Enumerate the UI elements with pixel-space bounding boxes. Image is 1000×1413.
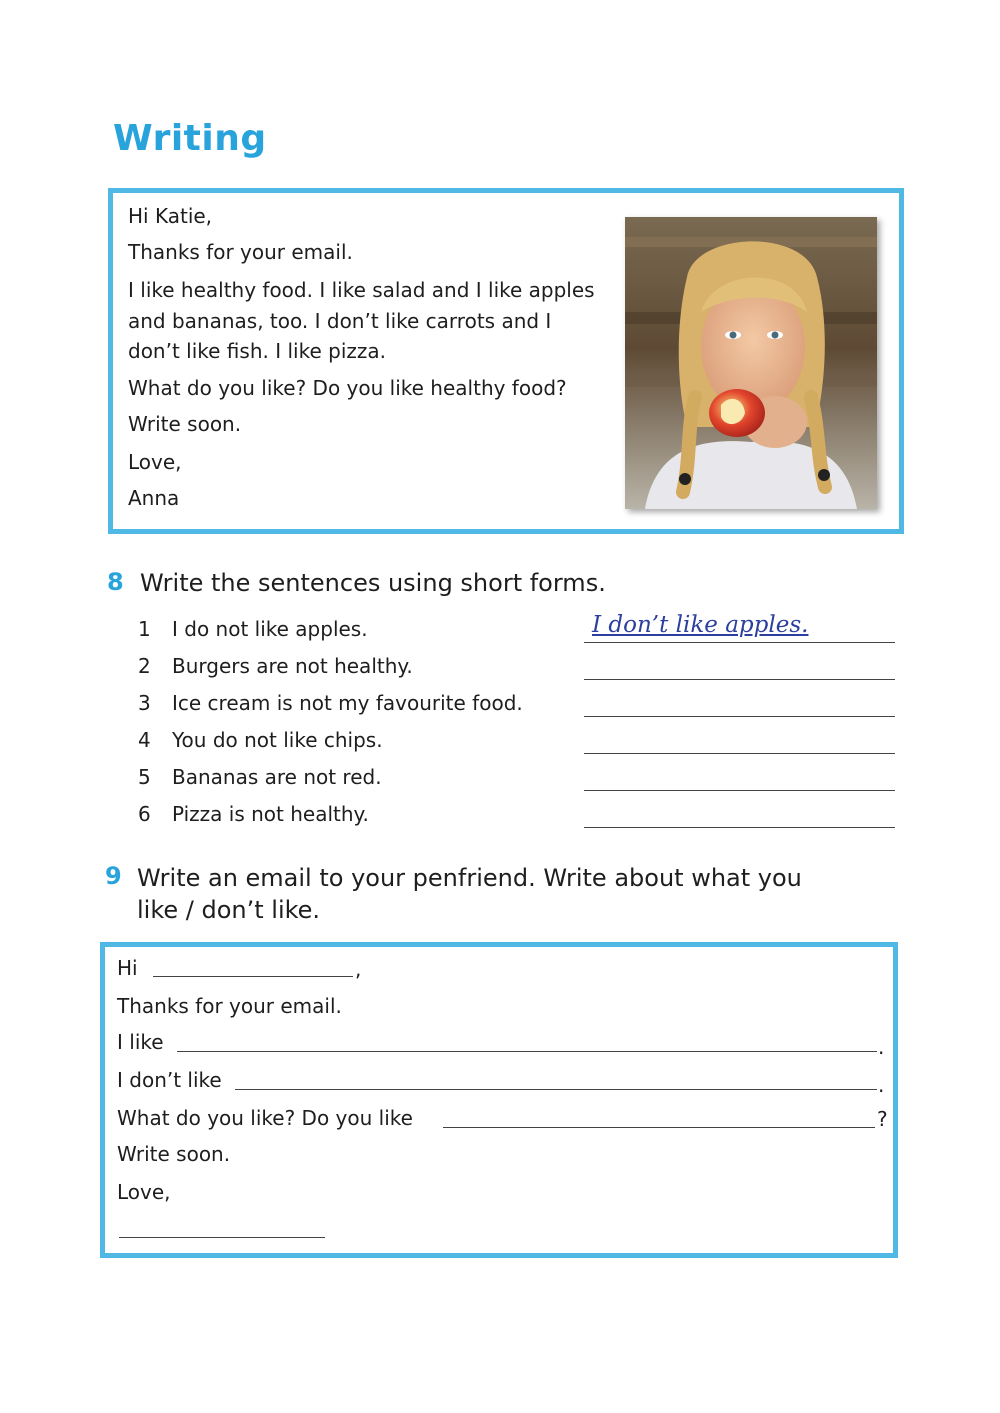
girl-eating-apple-photo	[625, 217, 877, 509]
email-dont-like-label: I don’t like	[117, 1068, 222, 1092]
exercise-8-item-number: 3	[138, 691, 151, 715]
exercise-8-item-text: I do not like apples.	[172, 617, 368, 641]
email-question-label: What do you like? Do you like	[117, 1106, 413, 1130]
letter-signature: Anna	[128, 486, 180, 510]
email-write-soon: Write soon.	[117, 1142, 231, 1166]
answer-line[interactable]	[584, 827, 895, 828]
answer-line[interactable]	[584, 716, 895, 717]
question-mark: ?	[877, 1107, 888, 1131]
exercise-8-item-text: You do not like chips.	[172, 728, 383, 752]
answer-line[interactable]	[584, 679, 895, 680]
exercise-8-item-text: Ice cream is not my favourite food.	[172, 691, 523, 715]
letter-line: and bananas, too. I don’t like carrots and I	[128, 309, 552, 333]
exercise-8-item-text: Pizza is not healthy.	[172, 802, 369, 826]
exercise-8-item-number: 2	[138, 654, 151, 678]
letter-line: What do you like? Do you like healthy food?	[128, 376, 567, 400]
exercise-8-item-text: Bananas are not red.	[172, 765, 382, 789]
exercise-8-number: 8	[107, 568, 124, 596]
email-template-box	[100, 942, 898, 1258]
exercise-9-instruction-cont: like / don’t like.	[137, 896, 321, 924]
exercise-8-instruction: Write the sentences using short forms.	[140, 569, 606, 597]
letter-greeting: Hi Katie,	[128, 204, 213, 228]
answer-line[interactable]	[584, 790, 895, 791]
letter-line: Thanks for your email.	[128, 240, 353, 264]
like-blank[interactable]	[177, 1051, 877, 1052]
exercise-8-item-number: 5	[138, 765, 151, 789]
letter-box	[108, 188, 904, 534]
letter-line: don’t like fish. I like pizza.	[128, 339, 386, 363]
like-period: .	[878, 1035, 885, 1059]
answer-line[interactable]	[584, 753, 895, 754]
exercise-8-item-text: Burgers are not healthy.	[172, 654, 413, 678]
letter-line: I like healthy food. I like salad and I like apples	[128, 278, 595, 302]
page-title: Writing	[113, 118, 267, 159]
greeting-comma: ,	[355, 957, 362, 981]
email-thanks-line: Thanks for your email.	[117, 994, 342, 1018]
exercise-9-instruction: Write an email to your penfriend. Write about what you	[137, 864, 802, 892]
signature-blank[interactable]	[119, 1237, 325, 1238]
letter-line: Write soon.	[128, 412, 242, 436]
email-love: Love,	[117, 1180, 171, 1204]
exercise-8-answer-1[interactable]: I don’t like apples.	[592, 612, 809, 638]
exercise-8-item-number: 1	[138, 617, 151, 641]
greeting-blank[interactable]	[153, 976, 353, 977]
exercise-9-number: 9	[105, 862, 122, 890]
email-greeting-label: Hi	[117, 956, 138, 980]
letter-line: Love,	[128, 450, 182, 474]
exercise-8-item-number: 6	[138, 802, 151, 826]
dont-like-period: .	[878, 1073, 885, 1097]
answer-line[interactable]	[584, 642, 895, 643]
question-blank[interactable]	[443, 1127, 875, 1128]
dont-like-blank[interactable]	[235, 1089, 877, 1090]
email-like-label: I like	[117, 1030, 164, 1054]
exercise-8-item-number: 4	[138, 728, 151, 752]
